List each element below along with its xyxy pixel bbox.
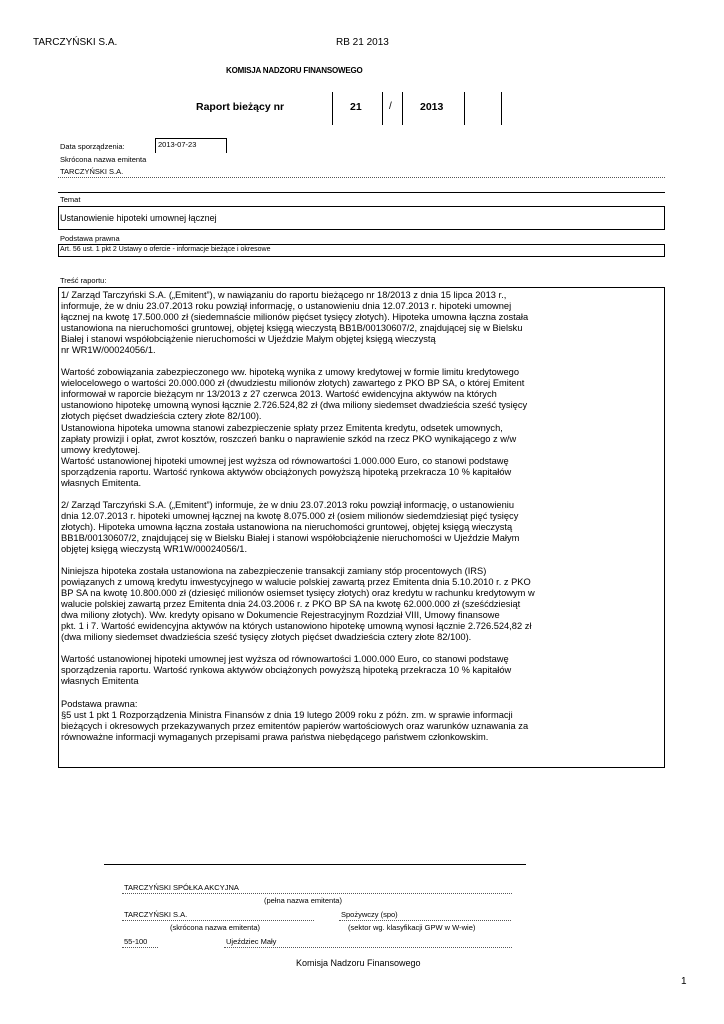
footer-short-name: TARCZYŃSKI S.A. [124, 910, 188, 919]
authority-title: KOMISJA NADZORU FINANSOWEGO [226, 66, 363, 75]
header-company: TARCZYŃSKI S.A. [33, 37, 118, 48]
content-paragraph-1: 1/ Zarząd Tarczyński S.A. („Emitent”), w nawiązaniu do raportu bieżącego nr 18/2013 z dnia 15 lipca 2013 r., informuje, że w dniu 23.07.2013 roku powziął informację, o ustanowieniu dnia 12.07.2013 r. hipoteki umownej łącznej na kwotę 17.500.000 zł (siedemnaście milionów pięćset tysięcy złotych). Hipoteka umowna łączna została ustanowiona na nieruchomości gruntowej, objętej księgą wieczystą BB1B/00130607/2, znajdującej się w Bielsku Białej i stanowi współobciążenie nieruchomości w Ujeździe Małym objętej księgą wieczystą nr WR1W/00024056/1. [61, 290, 529, 356]
topic-box [58, 206, 665, 230]
footer-sector-line [339, 920, 511, 921]
footer-postal-code: 55-100 [124, 937, 148, 946]
content-paragraph-2: Wartość zobowiązania zabezpieczonego ww. hipoteką wynika z umowy kredytowej w formie limitu kredytowego wielocelowego o wartości 20.000.000 zł (dwudziestu milionów złotych) zawartego z PKO BP SA, o której Emitent informował w raporcie bieżącym nr 13/2013 z 27 czerwca 2013. Wartość ewidencyjna aktywów na których ustanowiono hipotekę umowną wynosi łącznie 2.726.524,82 zł (dwa miliony siedemset dwadzieścia sześć tysięcy złotych pięćset dwadzieścia cztery złote 82/100). Ustanowiona hipoteka umowna stanowi zabezpieczenie spłaty przez Emitenta kredytu, odsetek umownych, zapłaty prowizji i opłat, zwrot kosztów, roszczeń banku o naprawienie szkód na rzecz PKO wynikającego z w/w umowy kredytowej. Wartość ustanowionej hipoteki umownej jest wyższa od równowartości 1.000.000 Euro, co stanowi podstawę sporządzenia raportu. Wartość rynkowa aktywów obciążonych powyższą hipoteką przekracza 10 % kapitałów własnych Emitenta. [61, 367, 528, 488]
footer-sector-caption: (sektor wg. klasyfikacji GPW w W-wie) [348, 923, 476, 932]
footer-city-line [224, 947, 512, 948]
footer-city: Ujeździec Mały [226, 937, 277, 946]
topic-value: Ustanowienie hipoteki umownej łącznej [60, 213, 217, 223]
report-number-right-border [382, 92, 383, 125]
content-paragraph-5: Wartość ustanowionej hipoteki umownej jest wyższa od równowartości 1.000.000 Euro, co stanowi podstawę sporządzenia raportu. Wartość rynkowa aktywów obciążonych powyższą hipoteką przekracza 10 % kapitałów własnych Emitenta [61, 654, 512, 687]
report-separator: / [389, 101, 392, 112]
short-name-label: Skrócona nazwa emitenta [60, 155, 147, 164]
page-number: 1 [681, 976, 687, 987]
content-label: Treść raportu: [60, 276, 107, 285]
content-paragraph-4: Niniejsza hipoteka została ustanowiona na zabezpieczenie transakcji zamiany stóp procentowych (IRS) powiązanych z umową kredytu inwestycyjnego w walucie polskiej zawartą przez Emitenta dnia 5.10.2010 r. z PKO BP SA na kwotę 10.800.000 zł (dziesięć milionów osiemset tysięcy złotych) oraz kredytu w rachunku kredytowym w walucie polskiej zawartą przez Emitenta dnia 24.03.2006 r. z PKO BP SA na kwotę 62.000.000 zł (sześćdziesiąt dwa miliony złotych). Ww. kredyty opisano w Dokumencie Rejestracyjnym Rozdział VIII, Umowy finansowe pkt. 1 i 7. Wartość ewidencyjna aktywów na których ustanowiono hipotekę umowną wynosi łącznie 2.726.524,82 zł (dwa miliony siedemset dwadzieścia sześć tysięcy złotych pięćset dwadzieścia cztery złote 82/100). [61, 566, 535, 643]
report-title: Raport bieżący nr [196, 101, 285, 113]
report-year-left-border [402, 92, 403, 125]
short-name-dotted-line [58, 177, 665, 178]
footer-sector: Spożywczy (spo) [341, 910, 398, 919]
date-value: 2013-07-23 [158, 140, 197, 149]
report-extra-border [501, 92, 502, 125]
date-label: Data sporządzenia: [60, 142, 125, 151]
issuer-footer-box [104, 864, 526, 955]
page-footer: Komisja Nadzoru Finansowego [296, 958, 421, 968]
footer-short-name-line [122, 920, 314, 921]
footer-full-name-caption: (pełna nazwa emitenta) [264, 896, 342, 905]
report-number: 21 [350, 101, 362, 113]
footer-full-name-line [122, 893, 512, 894]
topic-label: Temat [60, 195, 81, 204]
report-year: 2013 [420, 101, 444, 113]
legal-basis-value: Art. 56 ust. 1 pkt 2 Ustawy o ofercie - informacje bieżące i okresowe [60, 246, 271, 253]
report-year-right-border [464, 92, 465, 125]
legal-basis-box [58, 244, 665, 257]
footer-full-name: TARCZYŃSKI SPÓŁKA AKCYJNA [124, 883, 239, 892]
date-field [155, 138, 227, 153]
footer-short-name-caption: (skrócona nazwa emitenta) [170, 923, 261, 932]
header-report-code: RB 21 2013 [336, 37, 389, 48]
content-paragraph-3: 2/ Zarząd Tarczyński S.A. („Emitent”) informuje, że w dniu 23.07.2013 roku powziął informację, o ustanowieniu dnia 12.07.2013 r. hipoteki umownej łącznej na kwotę 8.075.000 zł (osiem milionów siedemdziesiąt pięć tysięcy złotych). Hipoteka umowna łączna została ustanowiona na nieruchomości gruntowej, objętej księgą wieczystą BB1B/00130607/2, znajdującej się w Bielsku Białej i stanowi współobciążenie nieruchomości w Ujeździe Małym objętej księgą wieczystą WR1W/00024056/1. [61, 499, 520, 554]
topic-divider [58, 192, 665, 193]
content-paragraph-6: Podstawa prawna: §5 ust 1 pkt 1 Rozporządzenia Ministra Finansów z dnia 19 lutego 2009 roku z późn. zm. w sprawie informacji bieżących i okresowych przekazywanych przez emitentów papierów wartościowych oraz warunków uznawania za równoważne informacji wymaganych przepisami prawa państwa niebędącego państwem członkowskim. [61, 698, 529, 742]
short-name-value: TARCZYŃSKI S.A. [60, 167, 124, 176]
report-number-left-border [332, 92, 333, 125]
footer-postal-code-line [122, 947, 158, 948]
report-content-box [58, 287, 665, 768]
legal-basis-label: Podstawa prawna [60, 234, 120, 243]
